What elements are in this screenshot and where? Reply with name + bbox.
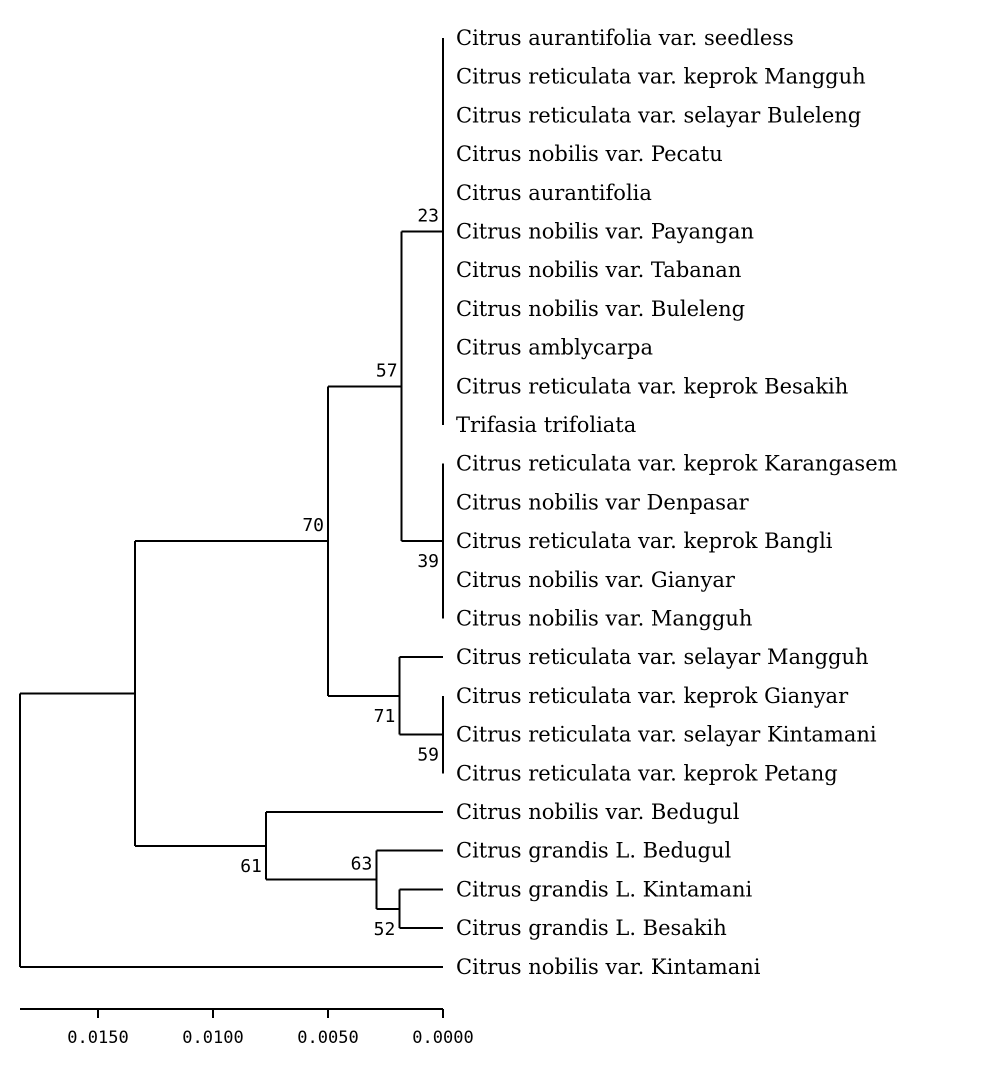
bootstrap-value-I: 61 — [240, 855, 262, 877]
bootstrap-value-A: 23 — [417, 205, 439, 227]
leaf-label: Citrus grandis L. Bedugul — [456, 838, 732, 863]
leaf-label: Citrus nobilis var. Buleleng — [456, 296, 746, 321]
leaf-label: Citrus reticulata var. selayar Buleleng — [456, 103, 862, 128]
bootstrap-values — [240, 206, 439, 940]
distance-scale-axis — [20, 1009, 474, 1048]
leaf-label: Citrus aurantifolia — [456, 180, 652, 205]
leaf-label: Citrus nobilis var. Tabanan — [456, 258, 742, 283]
scale-tick-label: 0.0000 — [412, 1028, 474, 1048]
bootstrap-value-D: 59 — [417, 744, 439, 766]
leaf-label: Citrus amblycarpa — [456, 335, 653, 360]
leaf-label: Citrus nobilis var. Payangan — [456, 219, 755, 244]
leaf-label: Citrus reticulata var. selayar Mangguh — [456, 645, 869, 670]
scale-tick-label: 0.0100 — [182, 1028, 244, 1048]
leaf-label: Citrus nobilis var. Bedugul — [456, 800, 740, 824]
leaf-label: Citrus reticulata var. keprok Mangguh — [456, 64, 866, 89]
leaf-labels — [456, 26, 898, 979]
scale-tick-label: 0.0050 — [297, 1028, 359, 1048]
bootstrap-value-E: 71 — [373, 705, 396, 727]
bootstrap-value-G: 52 — [373, 918, 396, 940]
leaf-label: Citrus reticulata var. selayar Kintamani — [456, 722, 877, 747]
leaf-label: Citrus nobilis var Denpasar — [456, 490, 749, 515]
bootstrap-value-F: 70 — [302, 515, 324, 537]
leaf-label: Citrus nobilis var. Gianyar — [456, 567, 735, 592]
leaf-label: Citrus reticulata var. keprok Bangli — [456, 529, 833, 554]
leaf-label: Citrus reticulata var. keprok Besakih — [456, 374, 849, 399]
leaf-label: Citrus grandis L. Kintamani — [456, 877, 753, 902]
leaf-label: Citrus nobilis var. Mangguh — [456, 606, 753, 631]
leaf-label: Citrus nobilis var. Kintamani — [456, 954, 761, 979]
leaf-label: Citrus reticulata var. keprok Karangasem — [456, 451, 898, 476]
bootstrap-value-C: 57 — [375, 360, 398, 382]
leaf-label: Citrus grandis L. Besakih — [456, 916, 727, 941]
leaf-label: Trifasia trifoliata — [456, 413, 637, 437]
tree-branches — [20, 38, 443, 967]
bootstrap-value-H: 63 — [350, 853, 373, 875]
leaf-label: Citrus reticulata var. keprok Petang — [456, 761, 838, 786]
leaf-label: Citrus reticulata var. keprok Gianyar — [456, 683, 849, 708]
bootstrap-value-B: 39 — [417, 551, 439, 573]
scale-tick-label: 0.0150 — [67, 1028, 129, 1048]
leaf-label: Citrus aurantifolia var. seedless — [456, 26, 794, 50]
leaf-label: Citrus nobilis var. Pecatu — [456, 142, 723, 167]
